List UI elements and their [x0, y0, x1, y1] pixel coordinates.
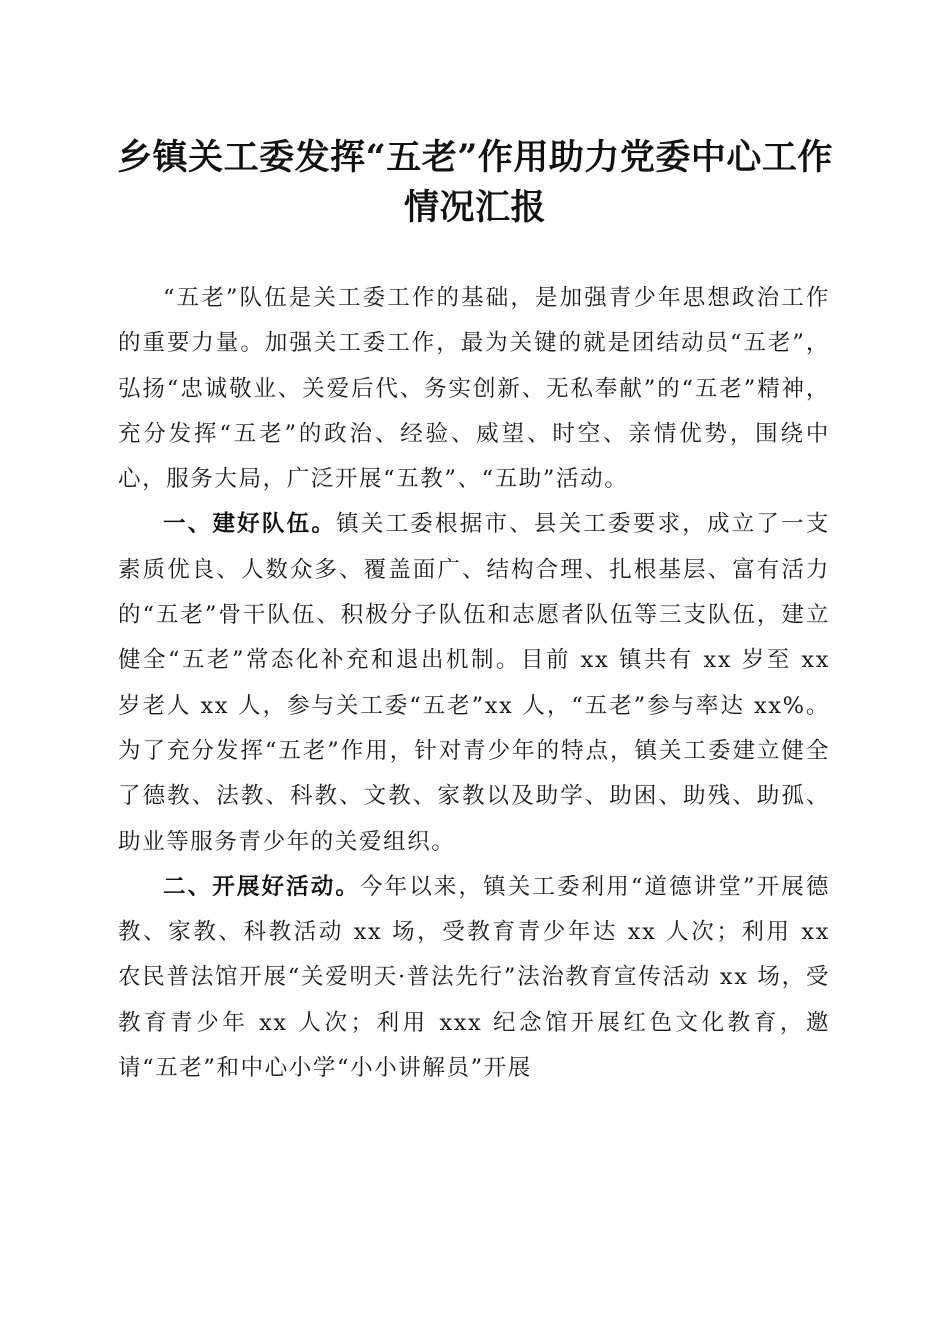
paragraph-text: 镇关工委根据市、县关工委要求，成立了一支素质优良、人数众多、覆盖面广、结构合理、扎根基层、富有活力的“五老”骨干队伍、积极分子队伍和志愿者队伍等三支队伍，建立健全“五老”常态化补充和退出机制。目前 xx 镇共有 xx 岁至 xx 岁老人 xx 人，参与关工委“五老”xx 人，“五老”参与率达 xx%。为了充分发挥“五老”作用，针对青少年的特点，镇关工委建立健全了德教、法教、科教、文教、家教以及助学、助困、助残、助孤、助业等服务青少年的关爱组织。	[118, 511, 831, 855]
document-body	[118, 276, 830, 1091]
paragraph-section-2	[118, 865, 830, 1091]
page-title: 乡镇关工委发挥“五老”作用助力党委中心工作情况汇报	[117, 137, 833, 228]
paragraph-intro	[118, 276, 830, 502]
paragraph-text: “五老”队伍是关工委工作的基础，是加强青少年思想政治工作的重要力量。加强关工委工作，最为关键的就是团结动员“五老”，弘扬“忠诚敬业、关爱后代、务实创新、无私奉献”的“五老”精神，充分发挥“五老”的政治、经验、威望、时空、亲情优势，围绕中心，服务大局，广泛开展“五教”、“五助”活动。	[118, 285, 830, 493]
section-heading-2: 二、开展好活动。	[163, 873, 360, 900]
paragraph-text: 今年以来，镇关工委利用“道德讲堂”开展德教、家教、科教活动 xx 场，受教育青少年达 xx 人次；利用 xx 农民普法馆开展“关爱明天·普法先行”法治教育宣传活动 xx 场，受教育青少年 xx 人次；利用 xxx 纪念馆开展红色文化教育，邀请“五老”和中心小学“小小讲解员”开展	[118, 873, 830, 1082]
section-heading-1: 一、建好队伍。	[163, 511, 337, 538]
paragraph-section-1	[118, 502, 830, 864]
